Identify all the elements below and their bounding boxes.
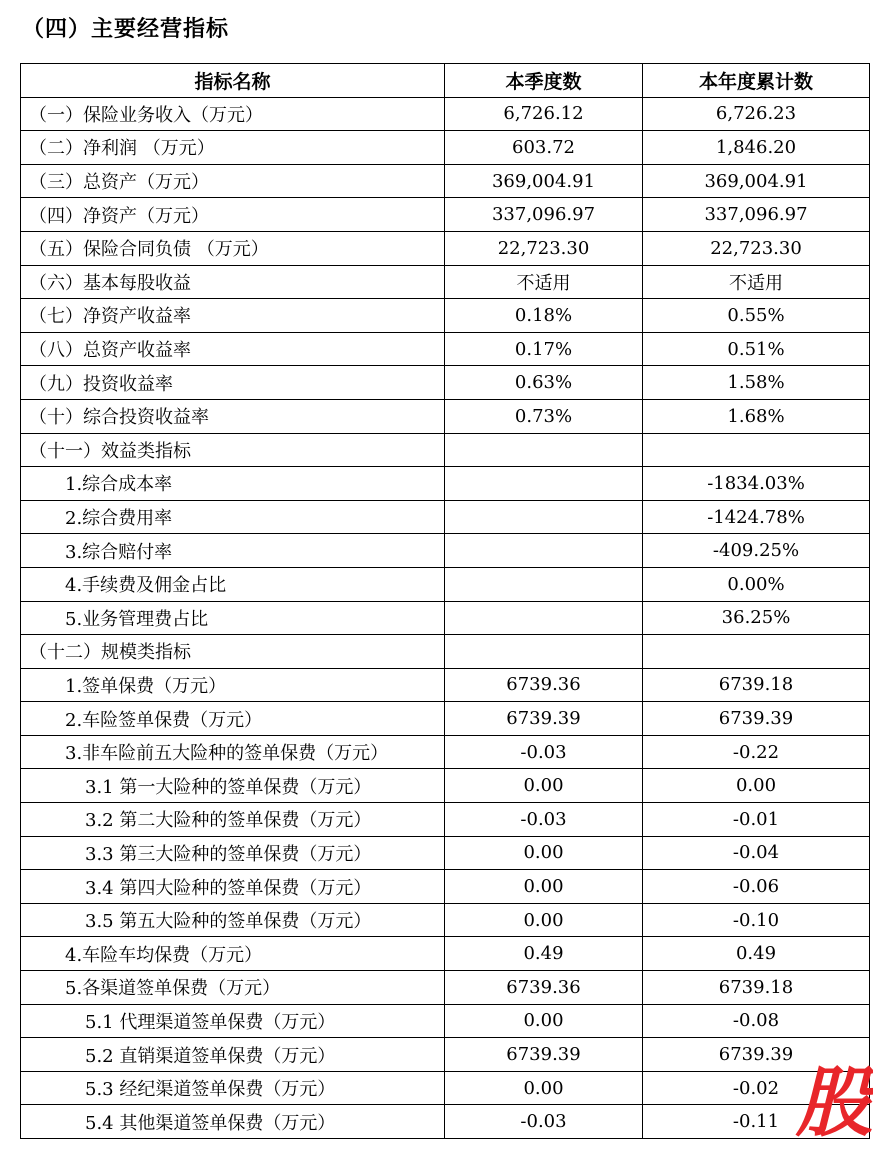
indicator-name-cell: （六）基本每股收益 — [21, 265, 445, 299]
ytd-value-cell: -0.04 — [643, 836, 870, 870]
table-row — [21, 433, 870, 467]
ytd-value-cell: 1,846.20 — [643, 131, 870, 165]
indicator-name-cell: （九）投资收益率 — [21, 366, 445, 400]
indicator-name-cell: （一）保险业务收入（万元） — [21, 97, 445, 131]
indicator-name-cell: 3.1 第一大险种的签单保费（万元） — [21, 769, 445, 803]
ytd-value-cell: 0.49 — [643, 937, 870, 971]
ytd-value-cell: -0.08 — [643, 1004, 870, 1038]
quarter-value-cell: 0.00 — [445, 1004, 643, 1038]
table-row — [21, 971, 870, 1005]
ytd-value-cell — [643, 635, 870, 669]
table-row — [21, 366, 870, 400]
table-row — [21, 1071, 870, 1105]
quarter-value-cell: 0.63% — [445, 366, 643, 400]
indicator-name-cell: 3.2 第二大险种的签单保费（万元） — [21, 803, 445, 837]
quarter-value-cell: 0.00 — [445, 870, 643, 904]
table-row — [21, 702, 870, 736]
indicator-name-cell: 2.车险签单保费（万元） — [21, 702, 445, 736]
indicator-name-cell: （七）净资产收益率 — [21, 299, 445, 333]
table-row — [21, 635, 870, 669]
indicator-name-cell: 3.3 第三大险种的签单保费（万元） — [21, 836, 445, 870]
ytd-value-cell: 0.00% — [643, 567, 870, 601]
ytd-value-cell: 1.58% — [643, 366, 870, 400]
ytd-value-cell: -0.02 — [643, 1071, 870, 1105]
quarter-value-cell — [445, 500, 643, 534]
table-row — [21, 735, 870, 769]
indicator-name-cell: （五）保险合同负债 （万元） — [21, 231, 445, 265]
quarter-value-cell: -0.03 — [445, 1105, 643, 1139]
ytd-value-cell: 6,726.23 — [643, 97, 870, 131]
indicator-name-cell: 5.业务管理费占比 — [21, 601, 445, 635]
table-row — [21, 1105, 870, 1139]
table-row — [21, 870, 870, 904]
ytd-value-cell: 不适用 — [643, 265, 870, 299]
quarter-value-cell: 6739.36 — [445, 971, 643, 1005]
table-row — [21, 601, 870, 635]
table-row — [21, 937, 870, 971]
quarter-value-cell: 22,723.30 — [445, 231, 643, 265]
quarter-value-cell: -0.03 — [445, 803, 643, 837]
table-row — [21, 1038, 870, 1072]
ytd-value-cell: 1.68% — [643, 399, 870, 433]
ytd-value-cell — [643, 433, 870, 467]
indicator-name-cell: 3.5 第五大险种的签单保费（万元） — [21, 903, 445, 937]
quarter-value-cell: 337,096.97 — [445, 198, 643, 232]
ytd-value-cell: 6739.39 — [643, 1038, 870, 1072]
quarter-value-cell — [445, 534, 643, 568]
indicator-name-cell: 3.综合赔付率 — [21, 534, 445, 568]
quarter-value-cell: 0.00 — [445, 903, 643, 937]
header-indicator-name: 指标名称 — [21, 64, 445, 98]
header-ytd: 本年度累计数 — [643, 64, 870, 98]
table-row — [21, 198, 870, 232]
table-row — [21, 131, 870, 165]
ytd-value-cell: 6739.18 — [643, 668, 870, 702]
quarter-value-cell: 0.49 — [445, 937, 643, 971]
quarter-value-cell: 0.00 — [445, 836, 643, 870]
indicator-name-cell: （四）净资产（万元） — [21, 198, 445, 232]
ytd-value-cell: -0.11 — [643, 1105, 870, 1139]
table-header-row — [21, 64, 870, 98]
table-row — [21, 399, 870, 433]
ytd-value-cell: -0.22 — [643, 735, 870, 769]
indicator-name-cell: 1.签单保费（万元） — [21, 668, 445, 702]
quarter-value-cell: -0.03 — [445, 735, 643, 769]
quarter-value-cell — [445, 467, 643, 501]
section-title: （四）主要经营指标 — [22, 17, 230, 42]
quarter-value-cell — [445, 433, 643, 467]
quarter-value-cell: 0.00 — [445, 1071, 643, 1105]
ytd-value-cell: 22,723.30 — [643, 231, 870, 265]
ytd-value-cell: 337,096.97 — [643, 198, 870, 232]
svg-text:股: 股 — [796, 1061, 872, 1139]
table-row — [21, 769, 870, 803]
ytd-value-cell: -1834.03% — [643, 467, 870, 501]
watermark-logo — [795, 1061, 873, 1139]
indicator-name-cell: 5.4 其他渠道签单保费（万元） — [21, 1105, 445, 1139]
ytd-value-cell: -1424.78% — [643, 500, 870, 534]
table-row — [21, 1004, 870, 1038]
quarter-value-cell: 0.00 — [445, 769, 643, 803]
ytd-value-cell: 36.25% — [643, 601, 870, 635]
table-row — [21, 332, 870, 366]
indicator-name-cell: 4.手续费及佣金占比 — [21, 567, 445, 601]
table-row — [21, 534, 870, 568]
quarter-value-cell — [445, 635, 643, 669]
table-row — [21, 668, 870, 702]
quarter-value-cell — [445, 601, 643, 635]
header-quarter: 本季度数 — [445, 64, 643, 98]
indicator-name-cell: 3.4 第四大险种的签单保费（万元） — [21, 870, 445, 904]
indicator-name-cell: 5.2 直销渠道签单保费（万元） — [21, 1038, 445, 1072]
indicator-name-cell: （二）净利润 （万元） — [21, 131, 445, 165]
metrics-table — [20, 63, 870, 1139]
table-row — [21, 467, 870, 501]
indicator-name-cell: 1.综合成本率 — [21, 467, 445, 501]
table-row — [21, 265, 870, 299]
table-row — [21, 500, 870, 534]
quarter-value-cell: 603.72 — [445, 131, 643, 165]
table-row — [21, 231, 870, 265]
quarter-value-cell: 不适用 — [445, 265, 643, 299]
table-row — [21, 836, 870, 870]
indicator-name-cell: 4.车险车均保费（万元） — [21, 937, 445, 971]
quarter-value-cell: 6739.39 — [445, 1038, 643, 1072]
ytd-value-cell: 6739.18 — [643, 971, 870, 1005]
quarter-value-cell — [445, 567, 643, 601]
table-row — [21, 299, 870, 333]
indicator-name-cell: （三）总资产（万元） — [21, 164, 445, 198]
ytd-value-cell: -0.01 — [643, 803, 870, 837]
table-row — [21, 164, 870, 198]
ytd-value-cell: 6739.39 — [643, 702, 870, 736]
indicator-name-cell: （十二）规模类指标 — [21, 635, 445, 669]
ytd-value-cell: 0.51% — [643, 332, 870, 366]
indicator-name-cell: 2.综合费用率 — [21, 500, 445, 534]
quarter-value-cell: 6,726.12 — [445, 97, 643, 131]
ytd-value-cell: 0.55% — [643, 299, 870, 333]
ytd-value-cell: 0.00 — [643, 769, 870, 803]
indicator-name-cell: （十一）效益类指标 — [21, 433, 445, 467]
indicator-name-cell: 5.1 代理渠道签单保费（万元） — [21, 1004, 445, 1038]
ytd-value-cell: 369,004.91 — [643, 164, 870, 198]
quarter-value-cell: 6739.39 — [445, 702, 643, 736]
quarter-value-cell: 6739.36 — [445, 668, 643, 702]
indicator-name-cell: 5.3 经纪渠道签单保费（万元） — [21, 1071, 445, 1105]
indicator-name-cell: （十）综合投资收益率 — [21, 399, 445, 433]
quarter-value-cell: 0.73% — [445, 399, 643, 433]
ytd-value-cell: -0.10 — [643, 903, 870, 937]
indicator-name-cell: 5.各渠道签单保费（万元） — [21, 971, 445, 1005]
table-row — [21, 903, 870, 937]
indicator-name-cell: 3.非车险前五大险种的签单保费（万元） — [21, 735, 445, 769]
quarter-value-cell: 0.18% — [445, 299, 643, 333]
table-row — [21, 567, 870, 601]
table-row — [21, 97, 870, 131]
indicator-name-cell: （八）总资产收益率 — [21, 332, 445, 366]
table-row — [21, 803, 870, 837]
quarter-value-cell: 0.17% — [445, 332, 643, 366]
quarter-value-cell: 369,004.91 — [445, 164, 643, 198]
ytd-value-cell: -409.25% — [643, 534, 870, 568]
ytd-value-cell: -0.06 — [643, 870, 870, 904]
